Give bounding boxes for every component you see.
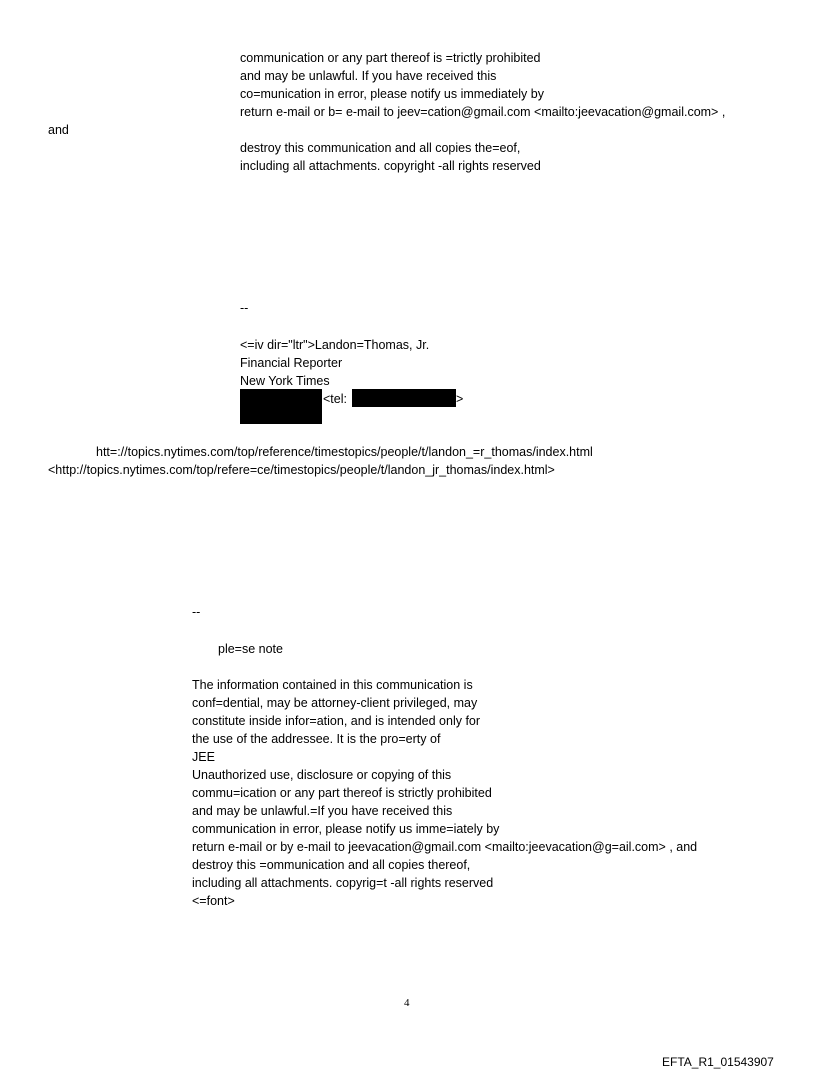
disclaimer-line: constitute inside infor=ation, and is intended only for — [192, 714, 481, 728]
profile-url-link: <http://topics.nytimes.com/top/refere=ce/timestopics/people/t/landon_jr_thomas/index.html> — [48, 463, 555, 477]
body-text-line: and — [48, 123, 69, 137]
signature-separator: -- — [240, 301, 249, 315]
disclaimer-line: conf=dential, may be attorney-client privileged, may — [192, 696, 478, 710]
body-text-line: and may be unlawful. If you have received this — [240, 69, 497, 83]
body-text-line: return e-mail or b= e-mail to jeev=cation@gmail.com <mailto:jeevacation@gmail.com> , — [240, 105, 726, 119]
disclaimer-line: <=font> — [192, 894, 235, 908]
redaction-box-phone — [240, 389, 322, 424]
quoted-separator: -- — [192, 605, 201, 619]
signature-organization: New York Times — [240, 374, 330, 388]
body-text-line: destroy this communication and all copies the=eof, — [240, 141, 521, 155]
signature-tel-suffix: > — [456, 392, 464, 406]
disclaimer-line: communication in error, please notify us imme=iately by — [192, 822, 500, 836]
body-text-line: including all attachments. copyright -all rights reserved — [240, 159, 541, 173]
body-text-line: communication or any part thereof is =trictly prohibited — [240, 51, 541, 65]
disclaimer-line: commu=ication or any part thereof is strictly prohibited — [192, 786, 492, 800]
disclaimer-line: destroy this =ommunication and all copies thereof, — [192, 858, 471, 872]
note-heading: ple=se note — [218, 642, 283, 656]
profile-url-line: htt=://topics.nytimes.com/top/reference/timestopics/people/t/landon_=r_thomas/index.html — [96, 445, 593, 459]
disclaimer-line: The information contained in this communication is — [192, 678, 473, 692]
bates-number: EFTA_R1_01543907 — [662, 1055, 774, 1069]
signature-title: Financial Reporter — [240, 356, 343, 370]
disclaimer-line: and may be unlawful.=If you have received this — [192, 804, 453, 818]
redaction-box-tel — [352, 389, 456, 407]
disclaimer-line: including all attachments. copyrig=t -all rights reserved — [192, 876, 494, 890]
signature-tel-prefix: <tel: — [323, 392, 347, 406]
disclaimer-line: the use of the addressee. It is the pro=erty of — [192, 732, 441, 746]
signature-name: <=iv dir="ltr">Landon=Thomas, Jr. — [240, 338, 430, 352]
body-text-line: co=munication in error, please notify us immediately by — [240, 87, 544, 101]
disclaimer-line: return e-mail or by e-mail to jeevacation@gmail.com <mailto:jeevacation@g=ail.com> , and — [192, 840, 698, 854]
page-number: 4 — [404, 997, 410, 1009]
disclaimer-line: Unauthorized use, disclosure or copying of this — [192, 768, 452, 782]
disclaimer-line: JEE — [192, 750, 215, 764]
